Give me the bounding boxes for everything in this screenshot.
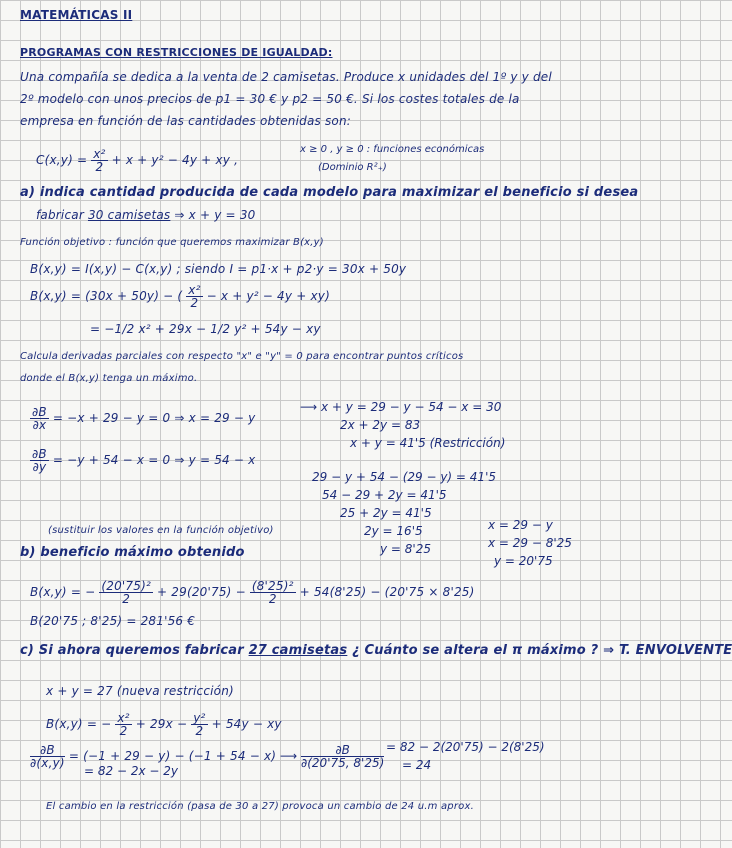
- intro-line-3: empresa en función de las cantidades obtenidas son:: [20, 114, 352, 128]
- part-b-formula: [30, 580, 475, 605]
- cost-num: x²: [93, 147, 106, 161]
- intro-line-1: Una compañía se dedica a la venta de 2 camisetas. Produce x unidades del 1º y y del: [20, 70, 552, 84]
- part-b-result: B(20'75 ; 8'25) = 281'56 €: [30, 614, 196, 628]
- solve-step-5: y = 8'25: [380, 542, 431, 556]
- cost-domain-2: (Dominio R²₊): [318, 162, 387, 173]
- part-c-d2-den: ∂(20'75, 8'25): [301, 756, 385, 770]
- part-c-den-2: 2: [195, 724, 204, 738]
- objective-b3: = −1/2 x² + 29x − 1/2 y² + 54y − xy: [90, 322, 321, 336]
- part-b-fraction-1: [99, 580, 153, 605]
- part-b-num-2: (8'25)²: [251, 579, 294, 593]
- solution-1: x = 29 − y: [488, 518, 553, 532]
- solve-step-1: 29 − y + 54 − (29 − y) = 41'5: [312, 470, 496, 484]
- part-b-label: B(x,y) = −: [30, 585, 96, 599]
- partial-x: [30, 406, 255, 431]
- part-a-line-1: a) indica cantidad producida de cada modelo para maximizar el beneficio si desea: [20, 185, 639, 200]
- cost-label: C(x,y) =: [36, 153, 88, 167]
- partial-x-fraction: [30, 406, 49, 431]
- objective-b2-den: 2: [190, 296, 199, 310]
- solve-step-2: 54 − 29 + 2y = 41'5: [322, 488, 447, 502]
- part-a-restriction: ⇒ x + y = 30: [174, 208, 256, 222]
- part-c-fraction-1: [115, 712, 131, 737]
- objective-b2-num: x²: [188, 283, 201, 297]
- objective-b2: [30, 284, 330, 309]
- partial-y-num: ∂B: [32, 447, 47, 461]
- cost-den: 2: [95, 160, 104, 174]
- part-c-question: ¿ Cuánto se altera el π máximo ? ⇒ T. ENVOLVENTE: [352, 643, 732, 658]
- partial-x-right-2: 2x + 2y = 83: [340, 418, 421, 432]
- part-a-quantity: 30 camisetas: [87, 208, 171, 222]
- part-b-mid: + 29(20'75) −: [157, 585, 246, 599]
- part-c-d-num: ∂B: [30, 744, 65, 757]
- objective-b1: B(x,y) = I(x,y) − C(x,y) ; siendo I = p1·x + p2·y = 30x + 50y: [30, 262, 407, 276]
- solution-3: y = 20'75: [494, 554, 553, 568]
- partial-y: [30, 448, 255, 473]
- critical-line-1: Calcula derivadas parciales con respecto "x" e "y" = 0 para encontrar puntos críticos: [20, 351, 464, 362]
- part-b-num-1: (20'75)²: [101, 579, 151, 593]
- cost-rest: + x + y² − 4y + xy ,: [111, 153, 239, 167]
- part-c-den-1: 2: [119, 724, 128, 738]
- intro-line-2: 2º modelo con unos precios de p1 = 30 € y p2 = 50 €. Si los costes totales de la: [20, 92, 520, 106]
- part-c-b-mid: + 29x −: [135, 717, 188, 731]
- cost-function: [36, 148, 238, 173]
- solve-step-3: 25 + 2y = 41'5: [340, 506, 432, 520]
- partial-x-num: ∂B: [32, 405, 47, 419]
- part-b-title: b) beneficio máximo obtenido: [20, 545, 245, 560]
- part-b-den-1: 2: [122, 592, 131, 606]
- solution-2: x = 29 − 8'25: [488, 536, 572, 550]
- part-b-den-2: 2: [268, 592, 277, 606]
- objective-b2-end: − x + y² − 4y + xy): [206, 289, 330, 303]
- objective-line: Función objetivo : función que queremos maximizar B(x,y): [20, 237, 324, 248]
- final-conclusion: El cambio en la restricción (pasa de 30 a 27) provoca un cambio de 24 u.m aprox.: [46, 801, 474, 812]
- part-c-derivative-fraction: [30, 744, 65, 769]
- partial-y-eq: = −y + 54 − x = 0 ⇒ y = 54 − x: [52, 453, 256, 467]
- partial-y-den: ∂y: [32, 460, 47, 474]
- partial-x-den: ∂x: [32, 418, 47, 432]
- part-c-d2-result: = 24: [402, 758, 432, 772]
- section-title: PROGRAMAS CON RESTRICCIONES DE IGUALDAD:: [20, 46, 333, 59]
- part-c-derivative-2: ⟶ $\frac{\partial B}{\partial(20'75, 8'25)}$: [280, 743, 385, 770]
- part-c-restriction: x + y = 27 (nueva restricción): [46, 684, 234, 698]
- restriction-note: x + y = 41'5 (Restricción): [350, 436, 506, 450]
- part-c-quantity: 27 camisetas: [248, 643, 348, 658]
- part-c-start: c) Si ahora queremos fabricar: [20, 643, 244, 658]
- partial-x-eq: = −x + 29 − y = 0 ⇒ x = 29 − y: [52, 411, 256, 425]
- part-b-end: + 54(8'25) − (20'75 × 8'25): [299, 585, 475, 599]
- solve-step-4: 2y = 16'5: [364, 524, 423, 538]
- part-c-derivative-2-fraction: [301, 744, 384, 769]
- part-c-d2-eq: = 82 − 2(20'75) − 2(8'25): [386, 740, 545, 754]
- part-c-num-1: x²: [117, 711, 130, 725]
- part-b-fraction-2: [250, 580, 296, 605]
- part-c-line: [20, 644, 732, 658]
- objective-b2-start: B(x,y) = (30x + 50y) − (: [30, 289, 183, 303]
- part-a-line-2: [36, 208, 256, 222]
- page-title: MATEMÁTICAS II: [20, 8, 133, 22]
- substitute-note: (sustituir los valores en la función objetivo): [48, 525, 274, 536]
- cost-fraction: [91, 148, 107, 173]
- part-c-b-end: + 54y − xy: [211, 717, 282, 731]
- partial-x-right: ⟶ x + y = 29 − y − 54 − x = 30: [300, 400, 502, 414]
- part-c-fraction-2: [191, 712, 207, 737]
- part-c-function: [46, 712, 282, 737]
- partial-y-fraction: [30, 448, 49, 473]
- part-c-num-2: y²: [193, 711, 206, 725]
- part-c-d-mid: = 82 − 2x − 2y: [84, 764, 178, 778]
- part-c-d2-num: ∂B: [301, 744, 384, 757]
- part-c-d-eq: = (−1 + 29 − y) − (−1 + 54 − x): [68, 749, 277, 763]
- cost-domain: x ≥ 0 , y ≥ 0 : funciones económicas: [300, 144, 485, 155]
- part-c-d-den: ∂(x,y): [30, 756, 65, 770]
- part-c-b-label: B(x,y) = −: [46, 717, 112, 731]
- part-a-fabricar: fabricar: [36, 208, 84, 222]
- objective-b2-fraction: [186, 284, 202, 309]
- critical-line-2: donde el B(x,y) tenga un máximo.: [20, 373, 198, 384]
